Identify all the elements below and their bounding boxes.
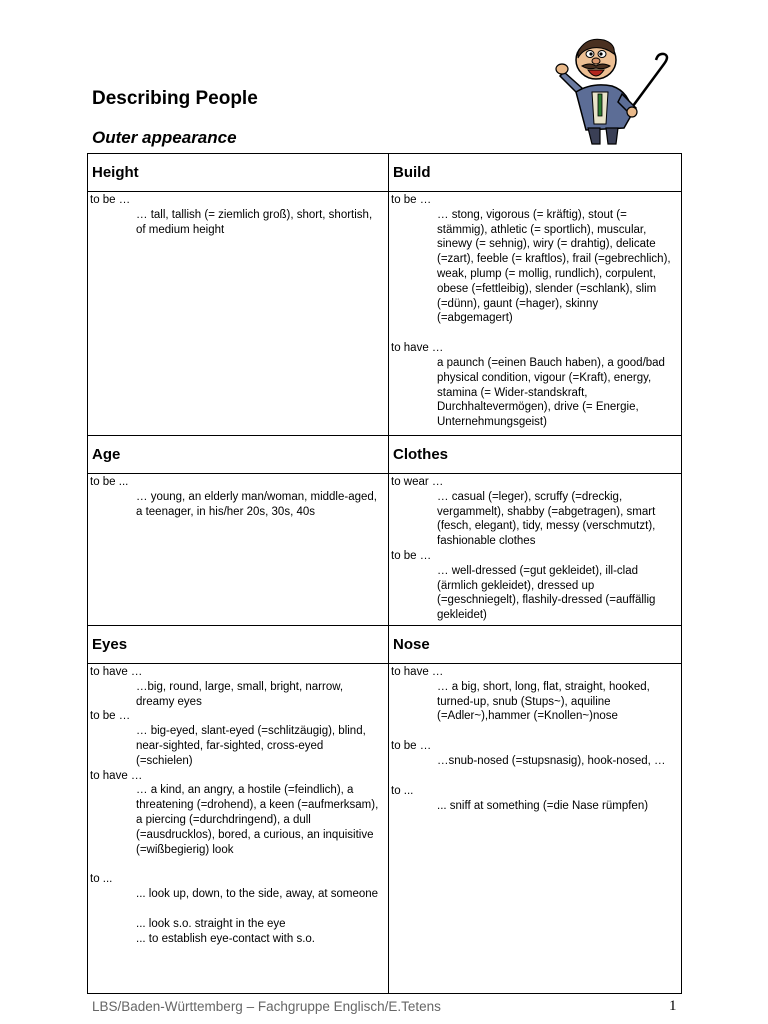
table-header-row <box>88 436 682 474</box>
verb-phrase: to be … <box>391 549 432 562</box>
verb-phrase: to be … <box>391 194 432 206</box>
verb-phrase: to have … <box>90 769 143 782</box>
vocabulary-item: … stong, vigorous (= kräftig), stout (= stämmig), athletic (= sportlich), muscular, sinewy (= sehnig), wiry (= drahtig), delicate (=zart), feeble (= kraftlos), frail (=gebrechlich), weak, plump (= mollig, rundlich), corpulent, obese (=fettleibig), slender (=schlank), slim (=dünn), gaunt (=hager), skinny (=abgemagert) <box>437 208 671 325</box>
category-content <box>88 664 389 994</box>
section-subtitle: Outer appearance <box>92 128 237 147</box>
table-header-row <box>88 154 682 192</box>
verb-phrase: to have … <box>391 666 444 678</box>
vocabulary-item: … young, an elderly man/woman, middle-aged, a teenager, in his/her 20s, 30s, 40s <box>136 490 377 518</box>
table-content-row <box>88 474 682 626</box>
category-content <box>389 192 682 436</box>
vocabulary-item: … casual (=leger), scruffy (=dreckig, vergammelt), shabby (=abgetragen), smart (fesch, elegant), tidy, messy (verschmutzt), fashionable clothes <box>437 490 656 548</box>
vocabulary-item: … big-eyed, slant-eyed (=schlitzäugig), blind, near-sighted, far-sighted, cross-eyed (=schielen) <box>136 725 366 767</box>
category-content <box>88 474 389 626</box>
verb-phrase: to be ... <box>90 476 129 488</box>
table-header-row <box>88 626 682 664</box>
footer-text: LBS/Baden-Württemberg – Fachgruppe Englisch/E.Tetens <box>92 999 441 1014</box>
vocabulary-item: …snub-nosed (=stupsnasig), hook-nosed, … <box>437 754 666 767</box>
vocabulary-table <box>87 153 682 994</box>
verb-phrase: to have … <box>391 342 444 355</box>
vocabulary-item: … well-dressed (=gut gekleidet), ill-clad (ärmlich gekleidet), dressed up (=geschniegelt), flashily-dressed (=auffällig gekleidet) <box>437 564 656 622</box>
verb-phrase: to be … <box>90 194 131 206</box>
vocabulary-item: … a kind, an angry, a hostile (=feindlich), a threatening (=drohend), a keen (=aufmerksam), a piercing (=durchdringend), a dull (=ausdrucklos), bored, a curious, an inquisitive (=wißbegierig) look <box>136 784 379 856</box>
category-heading: Nose <box>389 626 682 664</box>
verb-phrase: to have … <box>90 666 143 678</box>
vocabulary-item: ... to establish eye-contact with s.o. <box>136 932 315 945</box>
vocabulary-item: … tall, tallish (= ziemlich groß), short, shortish, of medium height <box>136 208 373 236</box>
vocabulary-item: ... sniff at something (=die Nase rümpfen) <box>437 799 649 812</box>
vocabulary-item: a paunch (=einen Bauch haben), a good/bad physical condition, vigour (=Kraft), energy, stamina (= Wider-standskraft, Durchhaltevermögen), drive (= Energie, Unternehmungsgeist) <box>437 356 665 429</box>
verb-phrase: to ... <box>90 873 113 886</box>
verb-phrase: to be … <box>90 710 131 723</box>
category-content <box>389 474 682 626</box>
category-heading: Age <box>88 436 389 474</box>
vocabulary-item: … a big, short, long, flat, straight, hooked, turned-up, snub (Stups~), aquiline (=Adler~),hammer (=Knollen~)nose <box>437 680 650 723</box>
cartoon-man-illustration <box>552 36 674 148</box>
category-content <box>88 192 389 436</box>
verb-phrase: to be … <box>391 740 432 753</box>
page-number: 1 <box>669 998 677 1014</box>
vocabulary-item: ... look up, down, to the side, away, at someone <box>136 888 379 901</box>
vocabulary-item: ... look s.o. straight in the eye <box>136 917 286 930</box>
verb-phrase: to wear … <box>391 476 444 488</box>
category-heading: Eyes <box>88 626 389 664</box>
category-content <box>389 664 682 994</box>
table-content-row <box>88 192 682 436</box>
table-content-row <box>88 664 682 994</box>
category-heading: Build <box>389 154 682 192</box>
category-heading: Height <box>88 154 389 192</box>
page-title: Describing People <box>92 88 258 109</box>
verb-phrase: to ... <box>391 784 414 797</box>
category-heading: Clothes <box>389 436 682 474</box>
vocabulary-item: …big, round, large, small, bright, narrow, dreamy eyes <box>136 680 344 708</box>
